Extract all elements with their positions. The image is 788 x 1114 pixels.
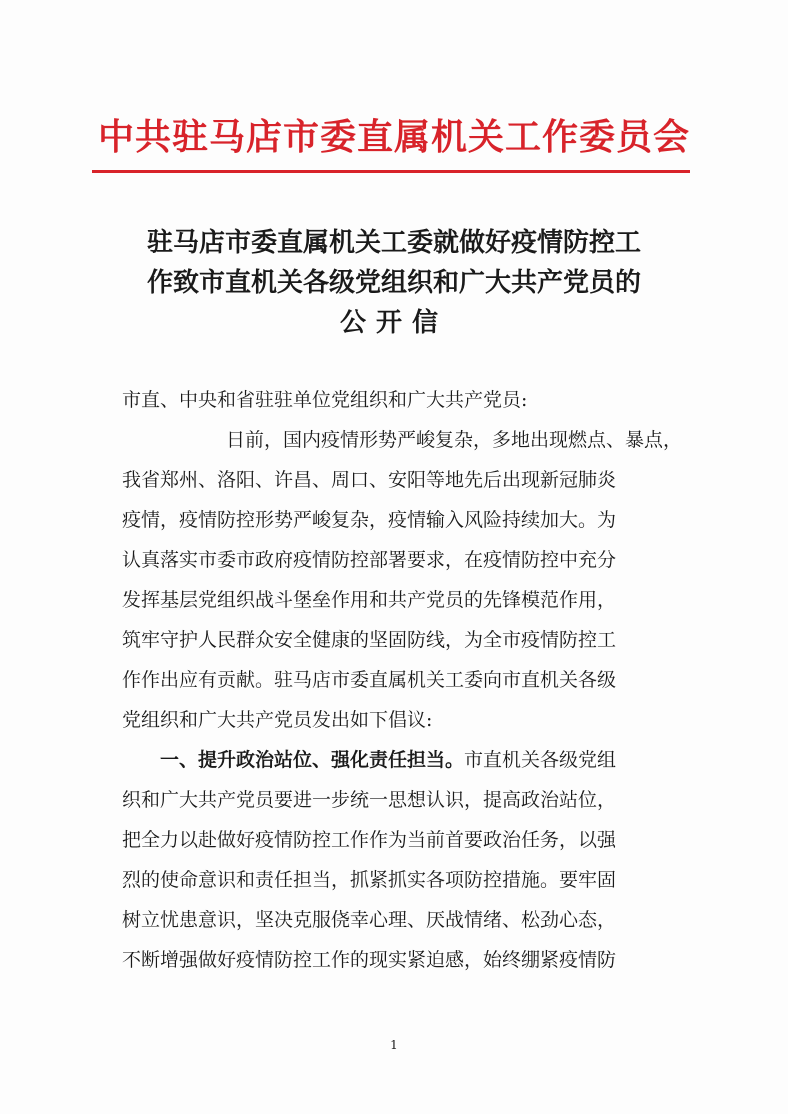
paragraph-1-line: 疫情，疫情防控形势严峻复杂，疫情输入风险持续加大。为 [122, 509, 617, 531]
section-1-line: 树立忧患意识，坚决克服侥幸心理、厌战情绪、松劲心态， [122, 909, 617, 931]
section-1-line: 不断增强做好疫情防控工作的现实紧迫感，始终绷紧疫情防 [122, 949, 617, 971]
paragraph-1-line: 认真落实市委市政府疫情防控部署要求，在疫情防控中充分 [122, 549, 617, 571]
document-title [0, 223, 788, 343]
section-1-line: 把全力以赴做好疫情防控工作作为当前首要政治任务，以强 [122, 829, 617, 851]
salutation: 市直、中央和省驻驻单位党组织和广大共产党员: [122, 389, 528, 411]
title-line-2: 作致市直机关各级党组织和广大共产党员的 [146, 268, 641, 298]
paragraph-1-line: 我省郑州、洛阳、许昌、周口、安阳等地先后出现新冠肺炎 [122, 469, 617, 491]
section-1-line: 织和广大共产党员要进一步统一思想认识，提高政治站位， [122, 789, 617, 811]
paragraph-1-line: 筑牢守护人民群众安全健康的坚固防线，为全市疫情防控工 [122, 629, 617, 651]
section-1-line: 烈的使命意识和责任担当，抓紧抓实各项防控措施。要牢固 [122, 869, 617, 891]
section-1-text: 市直机关各级党组 [464, 749, 617, 771]
title-line-3: 公开信 [339, 308, 448, 338]
letter-body [122, 380, 682, 980]
section-1-first-line [122, 740, 682, 780]
paragraph-1-line [122, 420, 682, 460]
section-1-heading: 一、提升政治站位、强化责任担当。 [160, 749, 465, 771]
paragraph-1-line: 党组织和广大共产党员发出如下倡议: [122, 709, 433, 731]
page-number: 1 [390, 1038, 398, 1052]
org-header: 中共驻马店市委直属机关工作委员会 [97, 116, 690, 158]
title-line-1: 驻马店市委直属机关工委就做好疫情防控工 [146, 228, 641, 258]
red-header-rule [92, 170, 690, 173]
paragraph-1-text: 日前，国内疫情形势严峻复杂，多地出现燃点、暴点， [225, 429, 682, 451]
paragraph-1-line: 作作出应有贡献。驻马店市委直属机关工委向市直机关各级 [122, 669, 617, 691]
paragraph-1-line: 发挥基层党组织战斗堡垒作用和共产党员的先锋模范作用， [122, 589, 617, 611]
